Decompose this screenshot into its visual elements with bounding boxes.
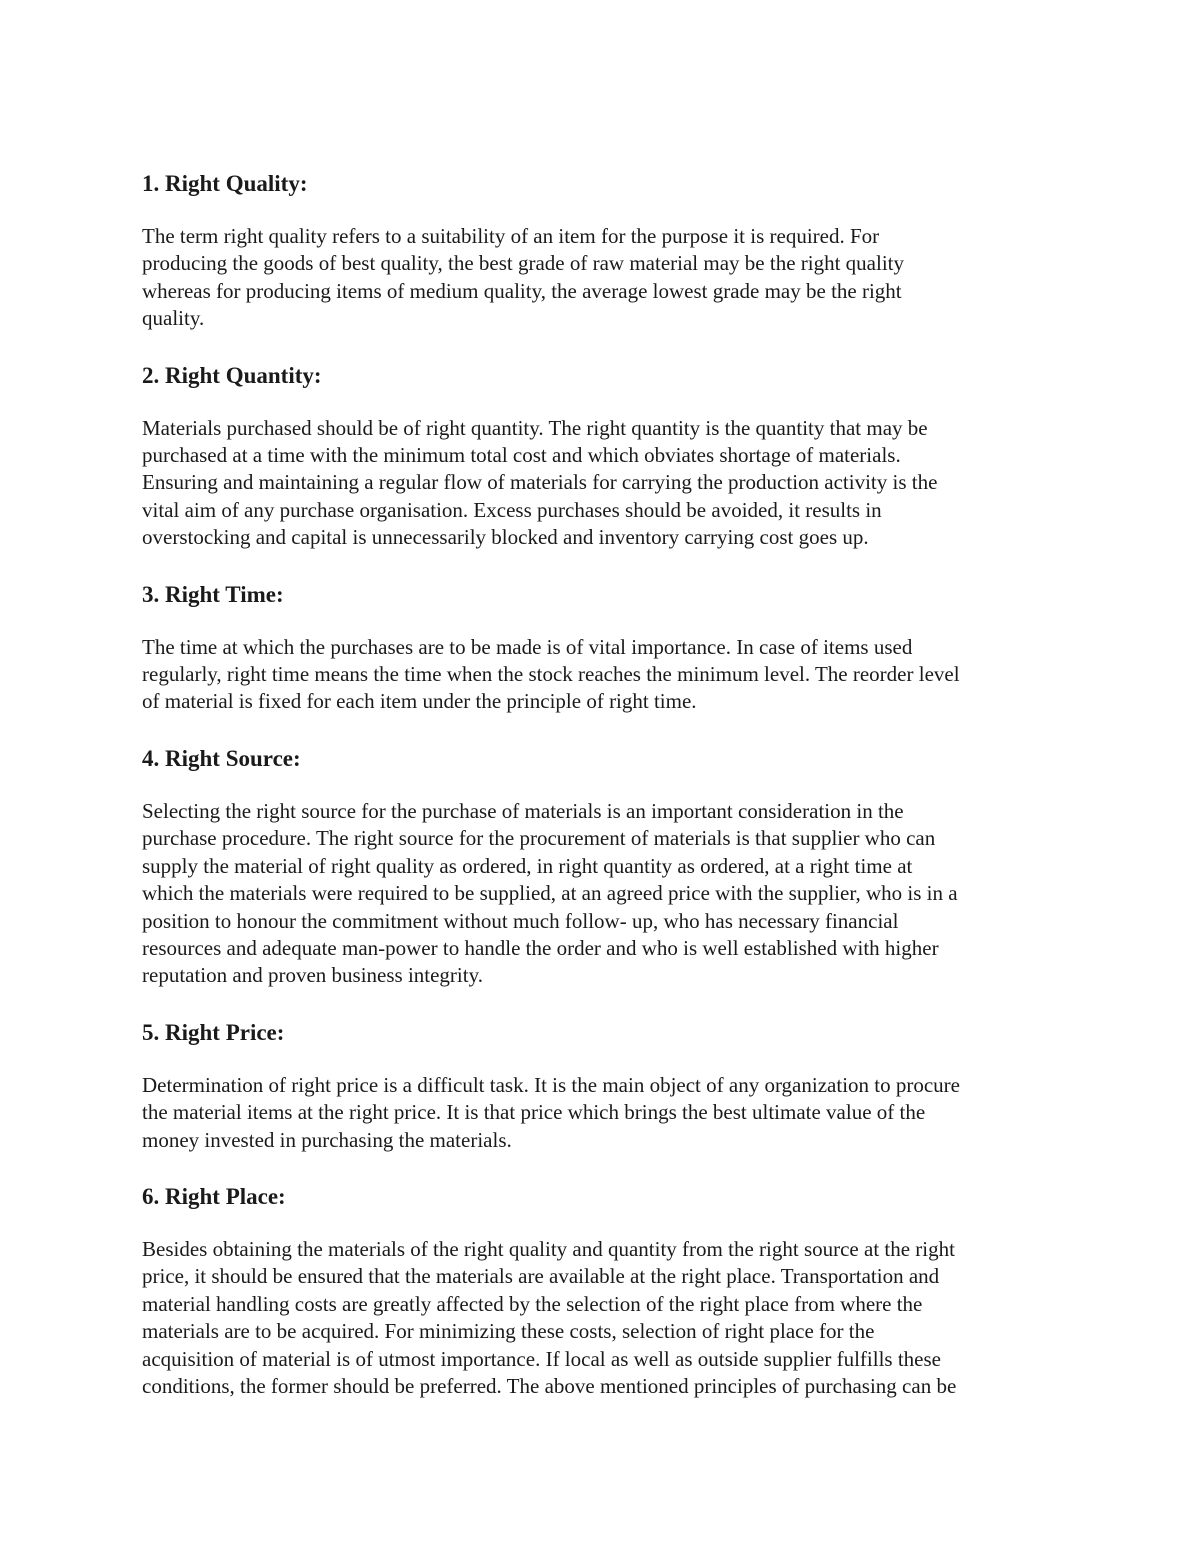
section-right-time bbox=[142, 581, 1067, 716]
section-paragraph bbox=[142, 223, 1067, 333]
paragraph-line: material handling costs are greatly affected by the selection of the right place from where the bbox=[142, 1291, 923, 1316]
paragraph-line: overstocking and capital is unnecessarily blocked and inventory carrying cost goes up. bbox=[142, 525, 869, 550]
paragraph-line: the material items at the right price. It is that price which brings the best ultimate value of the bbox=[142, 1100, 926, 1125]
paragraph-line: purchase procedure. The right source for the procurement of materials is that supplier who can bbox=[142, 826, 936, 851]
section-heading: 1. Right Quality: bbox=[142, 171, 308, 196]
section-right-quality bbox=[142, 170, 1067, 333]
paragraph-line: quality. bbox=[142, 306, 205, 331]
paragraph-line: reputation and proven business integrity. bbox=[142, 963, 483, 988]
section-right-quantity bbox=[142, 362, 1067, 552]
section-right-price bbox=[142, 1019, 1067, 1154]
section-paragraph bbox=[142, 634, 1067, 716]
paragraph-line: producing the goods of best quality, the best grade of raw material may be the right quality bbox=[142, 251, 905, 276]
paragraph-line: of material is fixed for each item under the principle of right time. bbox=[142, 689, 697, 714]
paragraph-line: regularly, right time means the time when the stock reaches the minimum level. The reorder level bbox=[142, 662, 960, 687]
section-paragraph bbox=[142, 1236, 1067, 1400]
paragraph-line: The time at which the purchases are to be made is of vital importance. In case of items used bbox=[142, 634, 913, 659]
paragraph-line: acquisition of material is of utmost importance. If local as well as outside supplier fulfills these bbox=[142, 1346, 941, 1371]
paragraph-line: whereas for producing items of medium quality, the average lowest grade may be the right bbox=[142, 278, 902, 303]
paragraph-line: resources and adequate man-power to handle the order and who is well established with higher bbox=[142, 935, 939, 960]
section-heading: 4. Right Source: bbox=[142, 745, 301, 771]
paragraph-line: conditions, the former should be preferred. The above mentioned principles of purchasing can be bbox=[142, 1373, 957, 1398]
paragraph-line: Determination of right price is a difficult task. It is the main object of any organization to procure bbox=[142, 1072, 960, 1097]
paragraph-line: money invested in purchasing the materials. bbox=[142, 1127, 512, 1152]
paragraph-line: The term right quality refers to a suitability of an item for the purpose it is required. For bbox=[142, 224, 880, 248]
section-paragraph bbox=[142, 798, 1067, 990]
section-right-source bbox=[142, 745, 1067, 990]
paragraph-line: Materials purchased should be of right quantity. The right quantity is the quantity that may be bbox=[142, 415, 928, 440]
section-paragraph bbox=[142, 1072, 1067, 1154]
document-page bbox=[142, 170, 1067, 1429]
paragraph-line: purchased at a time with the minimum total cost and which obviates shortage of materials. bbox=[142, 443, 901, 468]
paragraph-line: supply the material of right quality as ordered, in right quantity as ordered, at a right time at bbox=[142, 853, 913, 878]
paragraph-line: position to honour the commitment without much follow- up, who has necessary financial bbox=[142, 908, 899, 933]
paragraph-line: Ensuring and maintaining a regular flow of materials for carrying the production activity is the bbox=[142, 470, 938, 495]
section-paragraph bbox=[142, 415, 1067, 552]
paragraph-line: Selecting the right source for the purchase of materials is an important consideration in the bbox=[142, 798, 904, 823]
section-heading: 5. Right Price: bbox=[142, 1019, 285, 1045]
section-heading: 6. Right Place: bbox=[142, 1183, 286, 1209]
paragraph-line: vital aim of any purchase organisation. Excess purchases should be avoided, it results in bbox=[142, 497, 882, 522]
paragraph-line: price, it should be ensured that the materials are available at the right place. Transportation and bbox=[142, 1264, 940, 1289]
section-right-place bbox=[142, 1183, 1067, 1400]
paragraph-line: which the materials were required to be supplied, at an agreed price with the supplier, who is in a bbox=[142, 881, 958, 906]
paragraph-line: materials are to be acquired. For minimizing these costs, selection of right place for the bbox=[142, 1319, 875, 1344]
paragraph-line: Besides obtaining the materials of the right quality and quantity from the right source at the right bbox=[142, 1236, 955, 1261]
section-heading: 2. Right Quantity: bbox=[142, 362, 322, 388]
section-heading: 3. Right Time: bbox=[142, 581, 284, 607]
